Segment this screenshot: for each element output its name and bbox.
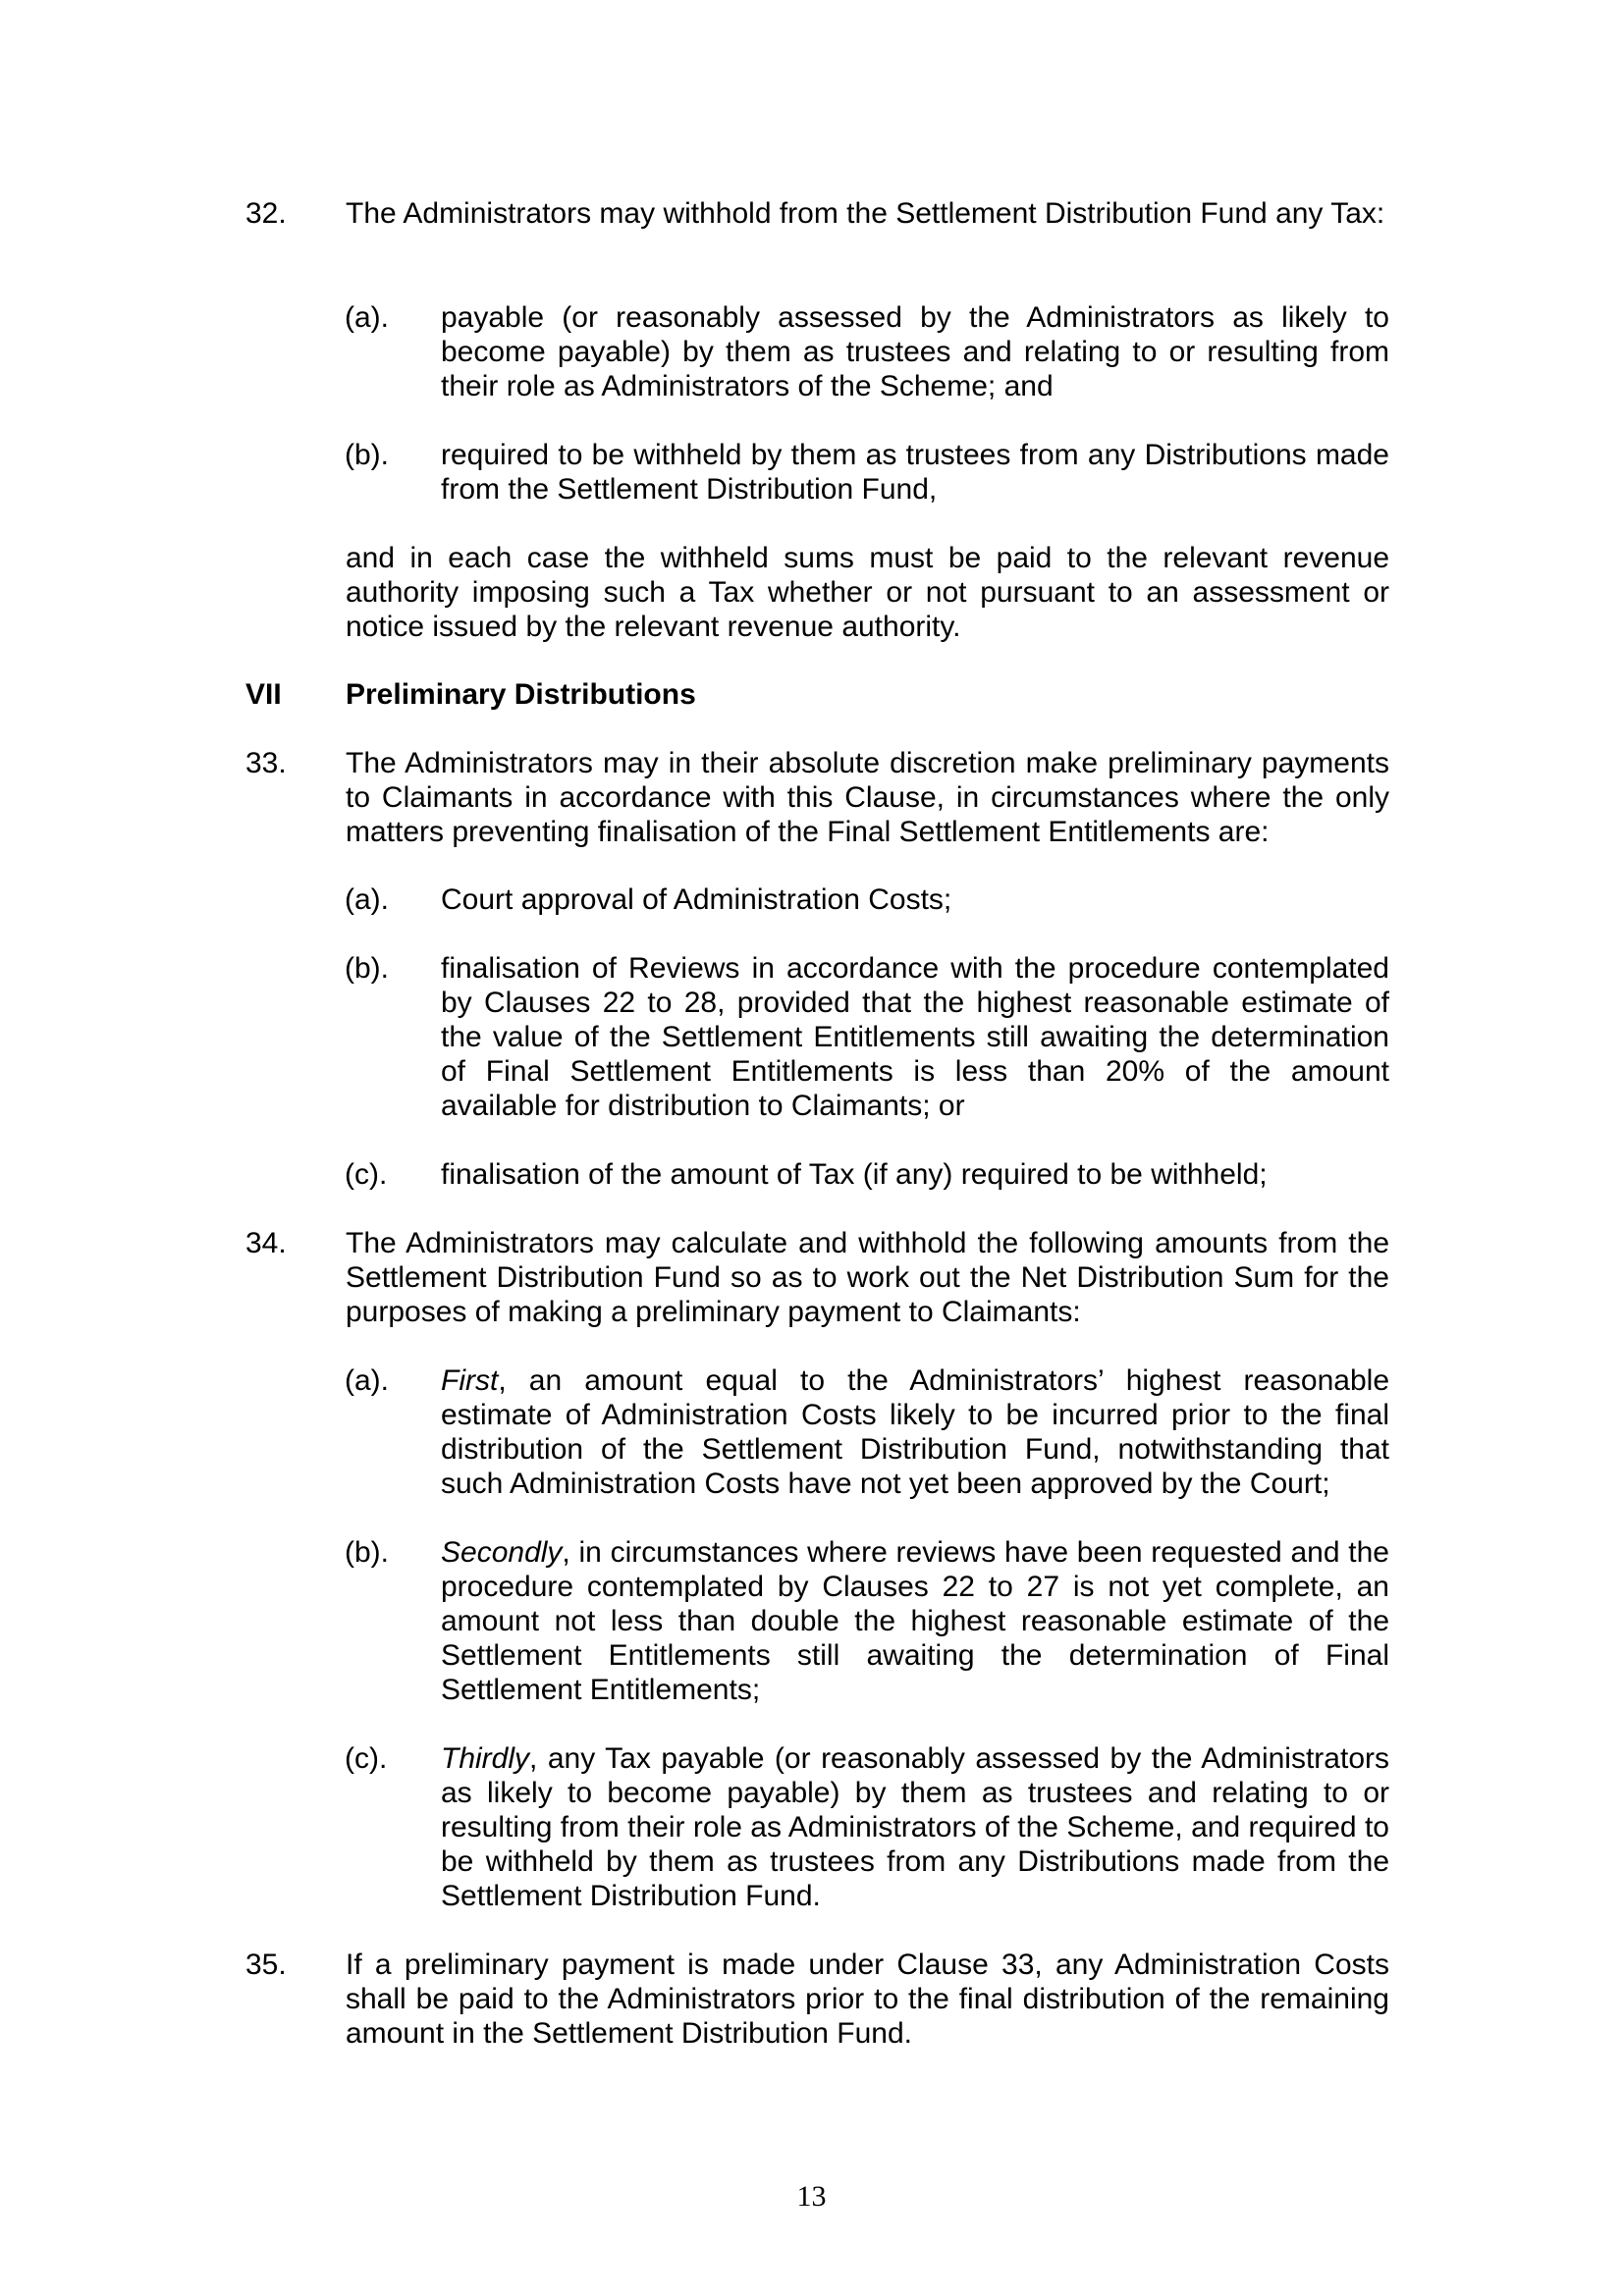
clause-34-a [345,1363,1389,1501]
clause-number: 35. [245,1949,287,1981]
clause-32-tail [245,541,1389,644]
clause-text: If a preliminary payment is made under Clause 33, any Administration Costs shall be paid to the Administrators prior to the final distribution of the remaining amount in the Settlement Distribution Fund. [346,1949,1389,2050]
section-title: Preliminary Distributions [346,678,696,711]
clause-number: 34. [245,1227,287,1259]
subclause-text: finalisation of Reviews in accordance with the procedure contemplated by Clauses 22 to 28, provided that the highest reasonable estimate of the value of the Settlement Entitlements still awaiting the determination of Final Settlement Entitlements is less than 20% of the amount available for distribution to Claimants; or [441,952,1389,1122]
clause-text: and in each case the withheld sums must be paid to the relevant revenue authority imposing such a Tax whether or not pursuant to an assessment or notice issued by the relevant revenue authority. [346,542,1389,643]
clause-33-b [345,951,1389,1123]
subclause-label: (a). [345,1364,389,1397]
subclause-lead: Thirdly [441,1742,530,1775]
clause-text: The Administrators may in their absolute discretion make preliminary payments to Claimants in accordance with this Clause, in circumstances where the only matters preventing finalisation of the Final Settlement Entitlements are: [346,747,1389,848]
section-number: VII [245,678,282,711]
page-number: 13 [796,2180,827,2213]
clause-32-b [345,438,1389,507]
subclause-label: (a). [345,883,389,916]
subclause-label: (b). [345,439,389,471]
subclause-label: (a). [345,301,389,334]
clause-text: The Administrators may calculate and withhold the following amounts from the Settlement Distribution Fund so as to work out the Net Distribution Sum for the purposes of making a preliminary payment to Claimants: [346,1227,1389,1328]
clause-32-a [345,300,1389,403]
subclause-lead: First [441,1364,499,1397]
clause-34-c [345,1741,1389,1913]
clause-34 [245,1226,1389,1329]
clause-number: 33. [245,747,287,779]
subclause-label: (b). [345,952,389,985]
subclause-text: payable (or reasonably assessed by the Administrators as likely to become payable) by them as trustees and relating to or resulting from their role as Administrators of the Scheme; and [441,301,1389,402]
clause-33 [245,746,1389,849]
subclause-lead: Secondly [441,1536,563,1569]
subclause-text [441,1741,1389,1913]
subclause-body: , an amount equal to the Administrators’ highest reasonable estimate of Administration Costs likely to be incurred prior to the final distribution of the Settlement Distribution Fund, notwithstanding that such Administration Costs have not yet been approved by the Court; [441,1364,1389,1500]
subclause-label: (b). [345,1536,389,1569]
subclause-text: Court approval of Administration Costs; [441,883,952,916]
subclause-label: (c). [345,1158,388,1191]
clause-33-c [345,1157,1389,1192]
clause-number: 32. [245,197,287,230]
subclause-body: , any Tax payable (or reasonably assessed by the Administrators as likely to become payable) by them as trustees and relating to or resulting from their role as Administrators of the Scheme, and required to be withheld by them as trustees from any Distributions made from the Settlement Distribution Fund. [441,1742,1389,1912]
subclause-body: , in circumstances where reviews have been requested and the procedure contemplated by Clauses 22 to 27 is not yet complete, an amount not less than double the highest reasonable estimate of the Settlement Entitlements still awaiting the determination of Final Settlement Entitlements; [441,1536,1389,1706]
clause-33-a [345,882,1389,917]
clause-text: The Administrators may withhold from the Settlement Distribution Fund any Tax: [346,197,1385,230]
section-heading [245,677,1389,712]
clause-35 [245,1948,1389,2051]
subclause-text [441,1363,1389,1501]
subclause-text [441,1535,1389,1707]
clause-34-b [345,1535,1389,1707]
subclause-label: (c). [345,1742,388,1775]
subclause-text: required to be withheld by them as trustees from any Distributions made from the Settlement Distribution Fund, [441,439,1389,506]
clause-32 [245,196,1389,231]
subclause-text: finalisation of the amount of Tax (if any) required to be withheld; [441,1158,1268,1191]
